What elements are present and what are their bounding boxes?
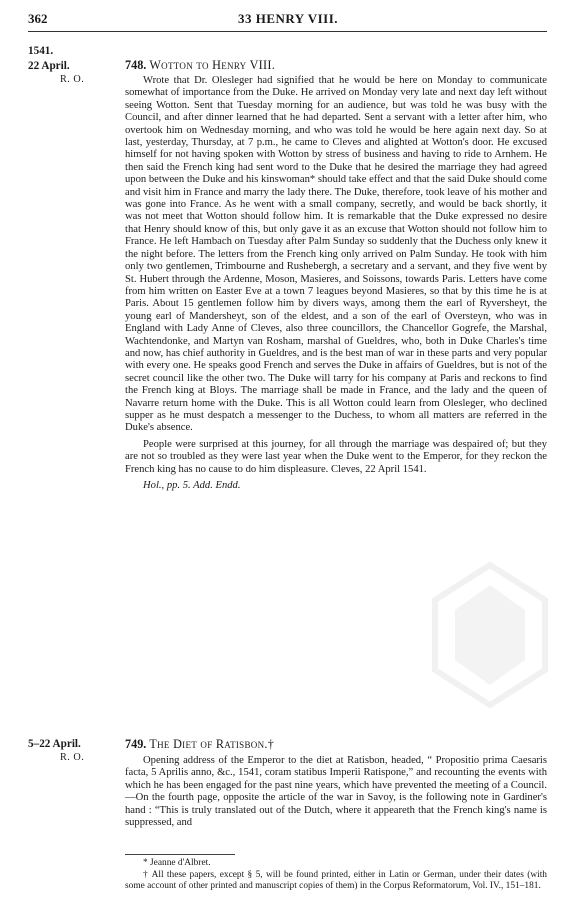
- entry-748-margin: [28, 44, 123, 87]
- footnotes: [125, 858, 547, 892]
- entry-748-body: [125, 75, 547, 492]
- entry-749-title: The Diet of Ratisbon.†: [149, 737, 275, 751]
- entry-748-paragraph-2: People were surprised at this journey, for all through the marriage was despaired of; but they are not so troubled as they were last year when the Duke went to the Emperor, for they reckon the French king has no cause to do him displeasure. Cleves, 22 April 1541.: [125, 438, 547, 475]
- entry-748-heading: [125, 58, 275, 73]
- header-rule: [28, 31, 547, 32]
- entry-749-number: 749.: [125, 737, 147, 751]
- entry-748-number: 748.: [125, 58, 147, 72]
- entry-748-paragraph-1: Wrote that Dr. Olesleger had signified that he would be here on Monday to communicate somewhat of importance from the Duke. He arrived on Monday very late and next day left without seeing Wotton. Sent that Tuesday morning for an audience, but was told he was busy with the Council, and after dinner learned that he had departed. Sent a servant with a letter after him, who overtook him on Wednesday morning, and who was told he would be here again next day. So at last, yesterday, Thursday, at 7 p.m., he came to Cleves and alighted at Wotton's door. He excused himself for not having spoken with Wotton by stress of business and having to ride to Arnhem. He then said the French king had sent word to the Duke that he desired the marriage they had agreed upon between the Duke and his kinswoman* should take effect and that the said Duke should come and visit him in France and marry the lady there. The Duke, therefore, took leave of his mother and was gone into France. As he went with a small company, secretly, and would be back shortly, it was not meet that Wotton should follow him. It is remarkable that the Duke expressed no desire that Henry should know of this, but only gave it as an excuse that Wotton should not follow him to France. He left Hambach on Tuesday after Palm Sunday so suddenly that the Duchess only knew it the night before. The letters from the French king only arrived on Palm Sunday. He took with him only two gentlemen, Trimbourne and Rushebergh, a secretary and a servant, and they five went by St. Hubert through the Ardenne, Moson, Masieres, and Soissons, towards Paris. Letters have come from him written on Easter Eve at a town 7 leagues beyond Masieres, so that by this time he is at Paris. About 15 gentlemen follow him by divers ways, among them the earl of Ryvershеyt, the young earl of Mandersheyt, son of the eldest, and a son of the earl of Oversteyn, who was in England with Lady Anne of Cleves, also three councillors, the Chancellor Gogrefe, the Marshal, Wachtendonke, and Martyn van Rosham, marshal of Gueldres, who, both in Duke Charles's time and now, has chief authority in Gueldres, and is the best man of war in these parts and very popular with every one. He speaks good French and serves the Duke in affairs of Gueldres, but is not of the secret council like the other two. The Duke will tarry for his company at Paris and reckons to find the French king at Bloys. The marriage shall be made in France, and the lady and the queen of Navarre return home with the Duke. This is all Wotton could learn from Olesleger, who declined supper as he must despatch a messenger to the Duchess, to whom all matters are referred in the Duke's absence.: [125, 75, 547, 434]
- entry-749-source: R. O.: [60, 752, 85, 763]
- entry-749-date: 5–22 April.: [28, 738, 81, 750]
- running-title: 33 HENRY VIII.: [237, 11, 339, 26]
- entry-749-heading: [125, 737, 274, 752]
- footnote-rule: [125, 854, 235, 855]
- entry-748-title: Wotton to Henry VIII.: [149, 58, 276, 72]
- library-stamp-watermark: [430, 560, 550, 710]
- entry-748-source: R. O.: [60, 74, 85, 85]
- entry-748-meta: Hol., pp. 5. Add. Endd.: [143, 480, 241, 491]
- footnote-1: * Jeanne d'Albret.: [143, 858, 211, 868]
- entry-748-year: 1541.: [28, 45, 54, 57]
- page-header: [28, 9, 548, 31]
- entry-749-paragraph-1: Opening address of the Emperor to the diet at Ratisbon, headed, “ Propositio prima Caesaris facta, 5 Aprilis anno, &c., 1541, coram statibus Imperii Ratispone,” and recounting the events with which he has been engaged for the past nine years, which have prevented the meeting of a Council.—On the fourth page, opposite the article of the war in Savoy, is the following note in Gardiner's hand : “This is truly translated out of the Dutch, where it appeareth that the French king's name is suppressed, and: [125, 755, 547, 829]
- footnote-2: † All these papers, except § 5, will be found printed, either in Latin or German, under their dates (with some account of other printed and manuscript copies of them) in the Corpus Reformatorum, Vol. IV., 151–181.: [125, 869, 547, 891]
- page-number: 362: [28, 11, 48, 26]
- entry-748-date: 22 April.: [28, 60, 70, 72]
- entry-749-body: [125, 755, 547, 833]
- entry-749-margin: [28, 737, 123, 765]
